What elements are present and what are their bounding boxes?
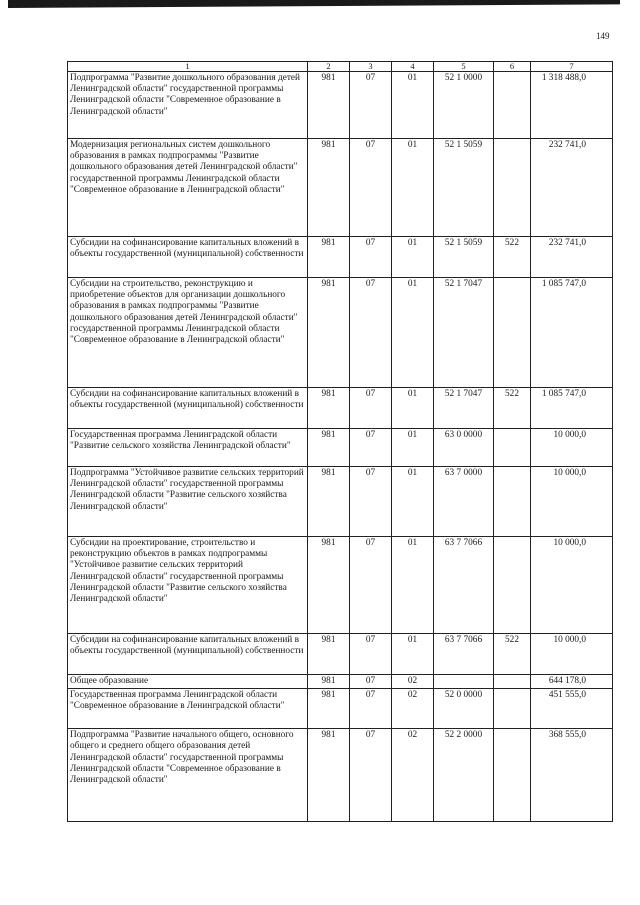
page-number: 149	[596, 31, 610, 41]
row-section: 07	[350, 729, 392, 822]
row-section: 07	[350, 634, 392, 675]
row-subsection: 01	[392, 467, 434, 537]
row-expense: 522	[494, 634, 531, 675]
column-header: 3	[350, 62, 392, 72]
row-expense	[494, 537, 531, 634]
column-header: 1	[68, 62, 308, 72]
column-header: 2	[308, 62, 350, 72]
row-section: 07	[350, 689, 392, 729]
top-border-bar	[8, 0, 620, 8]
row-subsection: 02	[392, 689, 434, 729]
row-ministry: 981	[308, 237, 350, 278]
row-ministry: 981	[308, 139, 350, 237]
row-name: Подпрограмма "Устойчивое развитие сельских территорий Ленинградской области" государственной программы Ленинградской области "Развитие сельского хозяйства Ленинградской области"	[68, 467, 308, 537]
table-row	[68, 429, 613, 467]
row-target: 63 0 0000	[434, 429, 494, 467]
budget-table	[67, 61, 613, 822]
row-subsection: 01	[392, 237, 434, 278]
row-subsection: 01	[392, 429, 434, 467]
row-name: Государственная программа Ленинградской области "Развитие сельского хозяйства Ленинградской области"	[68, 429, 308, 467]
row-expense	[494, 675, 531, 689]
column-header: 7	[531, 62, 613, 72]
row-amount: 1 085 747,0	[531, 388, 613, 429]
row-ministry: 981	[308, 634, 350, 675]
row-name: Субсидии на софинансирование капитальных вложений в объекты государственной (муниципальной) собственности	[68, 237, 308, 278]
row-subsection: 02	[392, 729, 434, 822]
column-header: 5	[434, 62, 494, 72]
row-target: 63 7 7066	[434, 634, 494, 675]
row-expense	[494, 429, 531, 467]
row-target	[434, 675, 494, 689]
row-name: Субсидии на софинансирование капитальных вложений в объекты государственной (муниципальной) собственности	[68, 388, 308, 429]
table-row	[68, 689, 613, 729]
row-ministry: 981	[308, 429, 350, 467]
row-ministry: 981	[308, 729, 350, 822]
row-target: 63 7 7066	[434, 537, 494, 634]
row-amount: 451 555,0	[531, 689, 613, 729]
row-section: 07	[350, 675, 392, 689]
row-amount: 368 555,0	[531, 729, 613, 822]
row-amount: 10 000,0	[531, 634, 613, 675]
row-ministry: 981	[308, 278, 350, 388]
table-row	[68, 537, 613, 634]
row-subsection: 01	[392, 388, 434, 429]
row-target: 52 1 5059	[434, 237, 494, 278]
column-header: 6	[494, 62, 531, 72]
row-subsection: 01	[392, 278, 434, 388]
row-ministry: 981	[308, 675, 350, 689]
row-amount: 232 741,0	[531, 237, 613, 278]
row-expense	[494, 467, 531, 537]
row-expense	[494, 278, 531, 388]
table-header-row	[68, 62, 613, 72]
row-name: Модернизация региональных систем дошкольного образования в рамках подпрограммы "Развитие дошкольного образования детей Ленинградской области" государственной программы Ленинградской области "Современное образование в Ленинградской области"	[68, 139, 308, 237]
row-expense	[494, 729, 531, 822]
table-row	[68, 278, 613, 388]
row-ministry: 981	[308, 72, 350, 139]
row-ministry: 981	[308, 388, 350, 429]
row-name: Общее образование	[68, 675, 308, 689]
row-section: 07	[350, 278, 392, 388]
row-name: Подпрограмма "Развитие дошкольного образования детей Ленинградской области" государственной программы Ленинградской области "Современное образование в Ленинградской области"	[68, 72, 308, 139]
row-target: 52 1 0000	[434, 72, 494, 139]
row-target: 63 7 0000	[434, 467, 494, 537]
row-expense	[494, 72, 531, 139]
row-section: 07	[350, 537, 392, 634]
row-amount: 1 318 488,0	[531, 72, 613, 139]
row-target: 52 1 7047	[434, 388, 494, 429]
row-target: 52 1 7047	[434, 278, 494, 388]
row-amount: 1 085 747,0	[531, 278, 613, 388]
row-subsection: 01	[392, 72, 434, 139]
row-subsection: 02	[392, 675, 434, 689]
table-row	[68, 237, 613, 278]
row-amount: 232 741,0	[531, 139, 613, 237]
row-subsection: 01	[392, 634, 434, 675]
row-subsection: 01	[392, 537, 434, 634]
row-ministry: 981	[308, 689, 350, 729]
table-row	[68, 729, 613, 822]
column-header: 4	[392, 62, 434, 72]
row-section: 07	[350, 72, 392, 139]
row-expense	[494, 139, 531, 237]
row-amount: 644 178,0	[531, 675, 613, 689]
table-row	[68, 634, 613, 675]
table-row	[68, 467, 613, 537]
row-target: 52 1 5059	[434, 139, 494, 237]
row-name: Государственная программа Ленинградской области "Современное образование в Ленинградской области"	[68, 689, 308, 729]
row-name: Субсидии на проектирование, строительство и реконструкцию объектов в рамках подпрограммы "Устойчивое развитие сельских территорий Ленинградской области" государственной программы Ленинградской области "Развитие сельского хозяйства Ленинградской области"	[68, 537, 308, 634]
row-section: 07	[350, 237, 392, 278]
row-expense	[494, 689, 531, 729]
row-section: 07	[350, 429, 392, 467]
row-name: Подпрограмма "Развитие начального общего, основного общего и среднего общего образования детей Ленинградской области" государственной программы Ленинградской области "Современное образование в Ленинградской области"	[68, 729, 308, 822]
row-name: Субсидии на строительство, реконструкцию и приобретение объектов для организации дошкольного образования в рамках подпрограммы "Развитие дошкольного образования детей Ленинградской области" государственной программы Ленинградской области "Современное образование в Ленинградской области"	[68, 278, 308, 388]
table-row	[68, 139, 613, 237]
table-row	[68, 72, 613, 139]
row-expense: 522	[494, 237, 531, 278]
row-amount: 10 000,0	[531, 467, 613, 537]
row-target: 52 2 0000	[434, 729, 494, 822]
row-section: 07	[350, 139, 392, 237]
row-subsection: 01	[392, 139, 434, 237]
row-amount: 10 000,0	[531, 429, 613, 467]
row-amount: 10 000,0	[531, 537, 613, 634]
row-section: 07	[350, 467, 392, 537]
table-row	[68, 675, 613, 689]
row-ministry: 981	[308, 537, 350, 634]
row-section: 07	[350, 388, 392, 429]
row-target: 52 0 0000	[434, 689, 494, 729]
table-row	[68, 388, 613, 429]
row-name: Субсидии на софинансирование капитальных вложений в объекты государственной (муниципальной) собственности	[68, 634, 308, 675]
row-expense: 522	[494, 388, 531, 429]
row-ministry: 981	[308, 467, 350, 537]
